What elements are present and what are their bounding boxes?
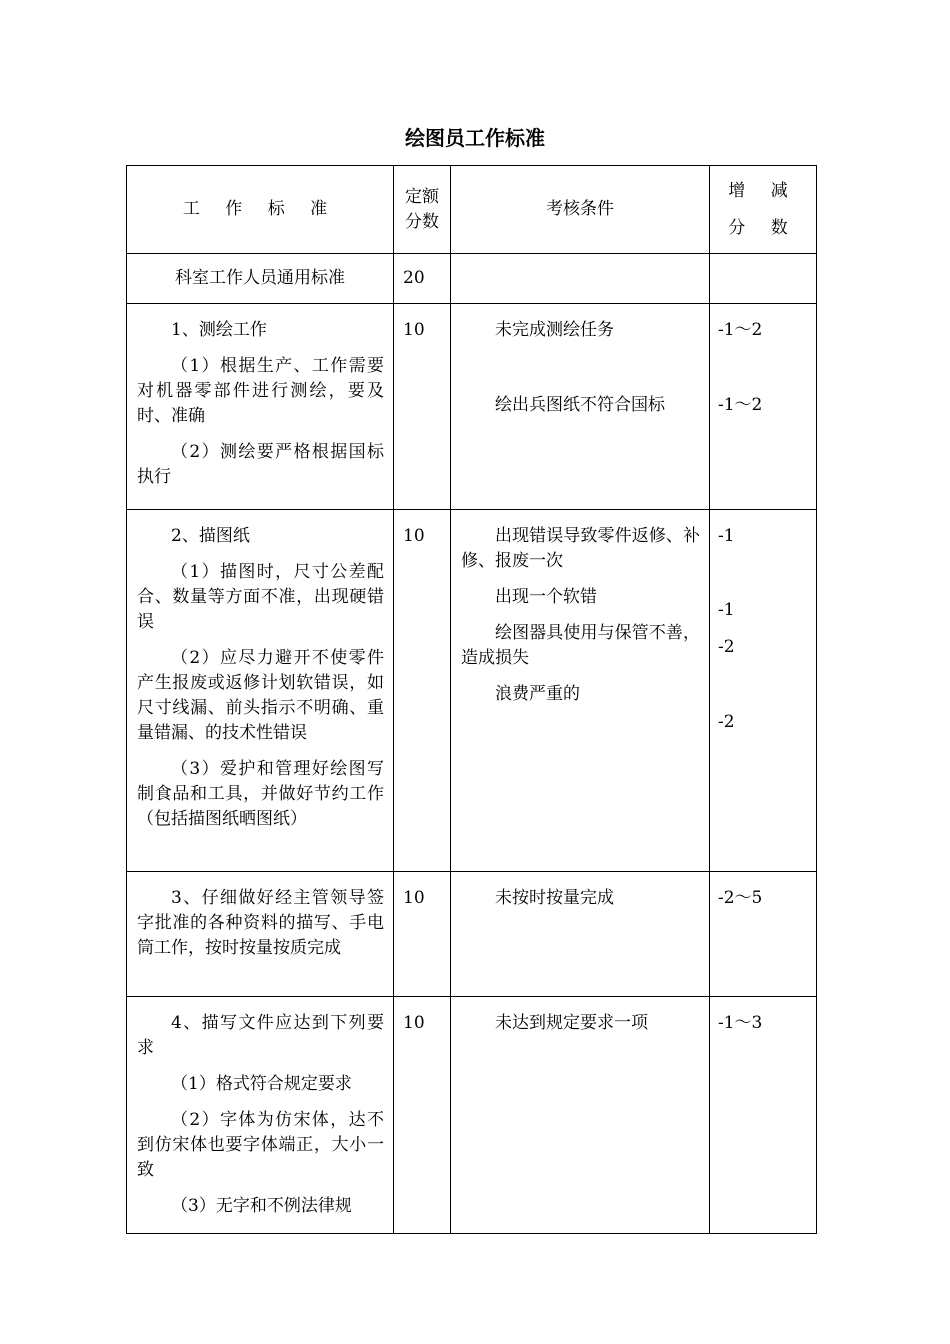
header-standard: 工 作 标 准 <box>182 199 338 219</box>
standard-text: （1）描图时，尺寸公差配合、数量等方面不准，出现硬错误 <box>137 562 384 632</box>
condition-text: 出现一个软错 <box>495 587 597 607</box>
adjust-value: -1 <box>718 526 735 546</box>
adjust-value: -1 <box>718 600 735 620</box>
header-adjust-line1: 增 减 <box>728 180 798 201</box>
quota-value: 20 <box>403 268 425 288</box>
standard-text: 科室工作人员通用标准 <box>175 268 345 288</box>
condition-text: 绘图器具使用与保管不善，造成损失 <box>461 623 700 668</box>
adjust-value: -2 <box>718 637 735 657</box>
standard-text: （2）字体为仿宋体，达不到仿宋体也要字体端正，大小一致 <box>137 1110 384 1180</box>
standard-text: （3）无字和不例法律规 <box>171 1196 352 1216</box>
table-row-documents <box>127 997 817 1234</box>
adjust-value: -2～5 <box>718 888 763 908</box>
condition-text: 绘出兵图纸不符合国标 <box>495 395 665 415</box>
standard-text: （2）测绘要严格根据国标执行 <box>137 442 384 487</box>
adjust-value: -1～2 <box>718 320 763 340</box>
page-title: 绘图员工作标准 <box>405 126 545 150</box>
condition-text: 未完成测绘任务 <box>495 320 614 340</box>
table-row-general <box>127 254 817 304</box>
standard-text: （2）应尽力避开不使零件产生报废或返修计划软错误，如尺寸线漏、前头指示不明确、重量错漏、的技术性错误 <box>137 648 384 743</box>
adjust-value: -1～3 <box>718 1013 763 1033</box>
table-row-transcription <box>127 872 817 997</box>
standard-text: （1）格式符合规定要求 <box>171 1074 352 1094</box>
condition-text: 未按时按量完成 <box>495 888 614 908</box>
adjust-value: -1～2 <box>718 395 763 415</box>
header-quota: 定额分数 <box>405 186 439 232</box>
standard-text: 2、描图纸 <box>171 526 250 546</box>
standard-text: （3）爱护和管理好绘图写制食品和工具，并做好节约工作（包括描图纸晒图纸） <box>137 759 384 829</box>
table-row-surveying <box>127 304 817 510</box>
header-conditions: 考核条件 <box>546 199 614 219</box>
standard-text: 3、仔细做好经主管领导签字批准的各种资料的描写、手电筒工作，按时按量按质完成 <box>137 888 384 958</box>
standard-text: 4、描写文件应达到下列要求 <box>137 1013 384 1058</box>
quota-value: 10 <box>403 320 425 340</box>
condition-text: 出现错误导致零件返修、补修、报废一次 <box>461 526 700 571</box>
standards-table <box>126 165 817 1234</box>
condition-text: 浪费严重的 <box>495 684 580 704</box>
standard-text: 1、测绘工作 <box>171 320 267 340</box>
adjust-value: -2 <box>718 712 735 732</box>
table-row-tracing <box>127 510 817 872</box>
standard-text: （1）根据生产、工作需要对机器零部件进行测绘，要及时、准确 <box>137 356 384 426</box>
quota-value: 10 <box>403 888 425 908</box>
condition-text: 未达到规定要求一项 <box>495 1013 648 1033</box>
table-header-row <box>127 166 817 254</box>
quota-value: 10 <box>403 1013 425 1033</box>
quota-value: 10 <box>403 526 425 546</box>
header-adjust-line2: 分 数 <box>728 217 798 238</box>
